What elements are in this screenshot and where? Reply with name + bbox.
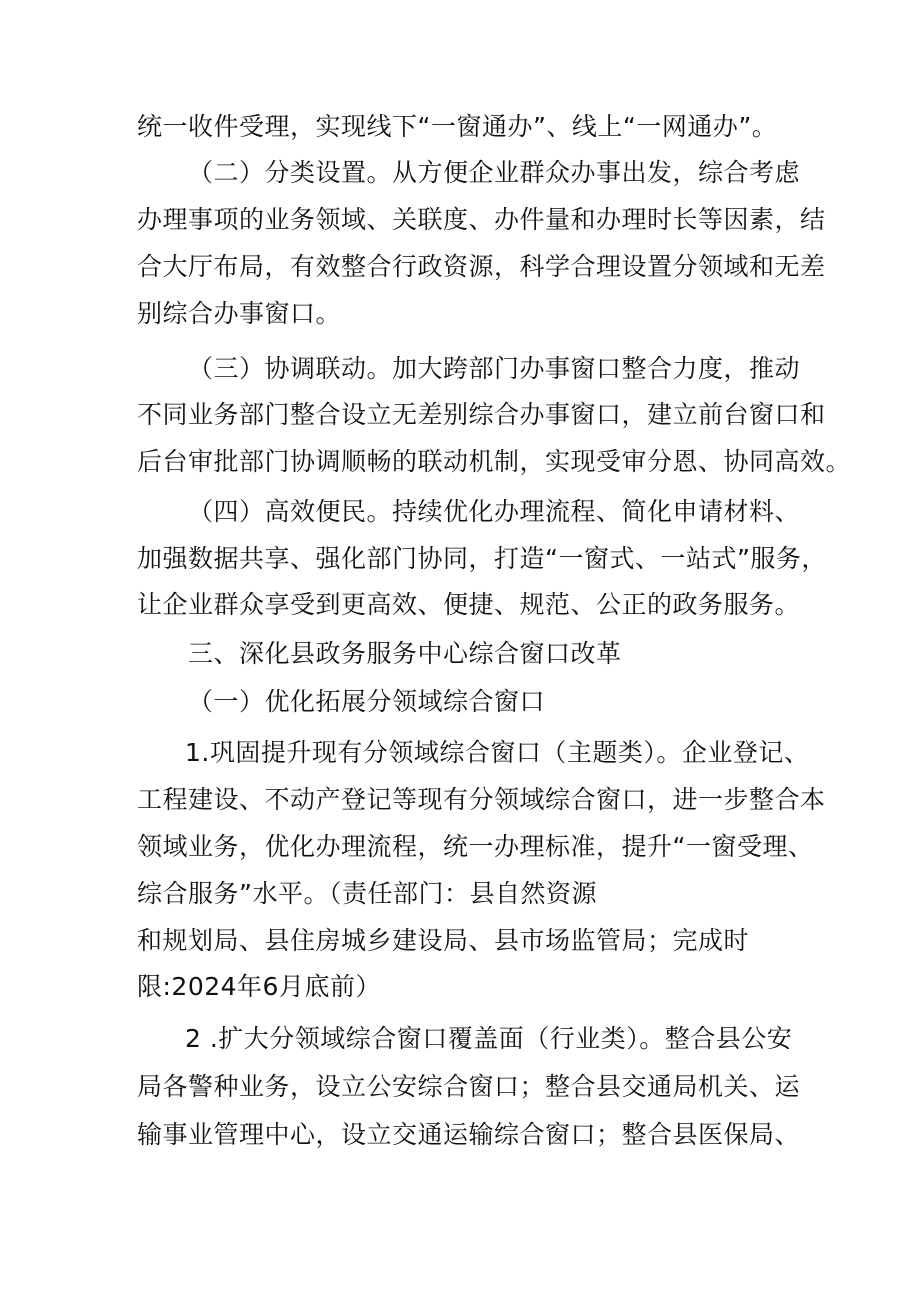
item-1-line-4: 综合服务”水平。（责任部门：县自然资源 bbox=[137, 879, 597, 908]
paragraph-4-line-1: （四）高效便民。持续优化办理流程、简化申请材料、 bbox=[188, 497, 801, 526]
item-1-line-6: 限:2024年6月底前） bbox=[137, 972, 381, 1001]
item-1-line-3: 领域业务，优化办理流程，统一办理标准，提升“一窗受理、 bbox=[137, 832, 814, 861]
paragraph-4-line-2: 加强数据共享、强化部门协同，打造“一窗式、一站式”服务， bbox=[137, 544, 827, 573]
item-1-line-5: 和规划局、县住房城乡建设局、县市场监管局；完成时 bbox=[137, 926, 750, 955]
paragraph-2-line-2: 办理事项的业务领域、关联度、办件量和办理时长等因素，结 bbox=[137, 205, 826, 234]
text-line-1: 统一收件受理，实现线下“一窗通办”、线上“一网通办”。 bbox=[137, 112, 778, 141]
subsection-heading-1: （一）优化拓展分领域综合窗口 bbox=[188, 687, 546, 716]
item-1-line-2: 工程建设、不动产登记等现有分领域综合窗口，进一步整合本 bbox=[137, 785, 826, 814]
paragraph-2-line-4: 别综合办事窗口。 bbox=[137, 299, 342, 328]
item-1-line-1: 1.巩固提升现有分领域综合窗口（主题类）。企业登记、 bbox=[185, 738, 810, 767]
paragraph-2-line-1: （二）分类设置。从方便企业群众办事出发，综合考虑 bbox=[188, 158, 801, 187]
paragraph-2-line-3: 合大厅布局，有效整合行政资源，科学合理设置分领域和无差 bbox=[137, 252, 826, 281]
section-heading-3: 三、深化县政务服务中心综合窗口改革 bbox=[188, 639, 622, 668]
item-2-line-2: 局各警种业务，设立公安综合窗口；整合县交通局机关、运 bbox=[137, 1072, 801, 1101]
item-2-line-3: 输事业管理中心，设立交通运输综合窗口；整合县医保局、 bbox=[137, 1120, 801, 1149]
paragraph-3-line-1: （三）协调联动。加大跨部门办事窗口整合力度，推动 bbox=[188, 354, 801, 383]
item-2-line-1: 2 .扩大分领域综合窗口覆盖面（行业类）。整合县公安 bbox=[185, 1024, 793, 1053]
paragraph-3-line-2: 不同业务部门整合设立无差别综合办事窗口，建立前台窗口和 bbox=[137, 400, 826, 429]
paragraph-4-line-3: 让企业群众享受到更高效、便捷、规范、公正的政务服务。 bbox=[137, 590, 801, 619]
paragraph-3-line-3: 后台审批部门协调顺畅的联动机制，实现受审分恩、协同高效。 bbox=[137, 447, 852, 476]
